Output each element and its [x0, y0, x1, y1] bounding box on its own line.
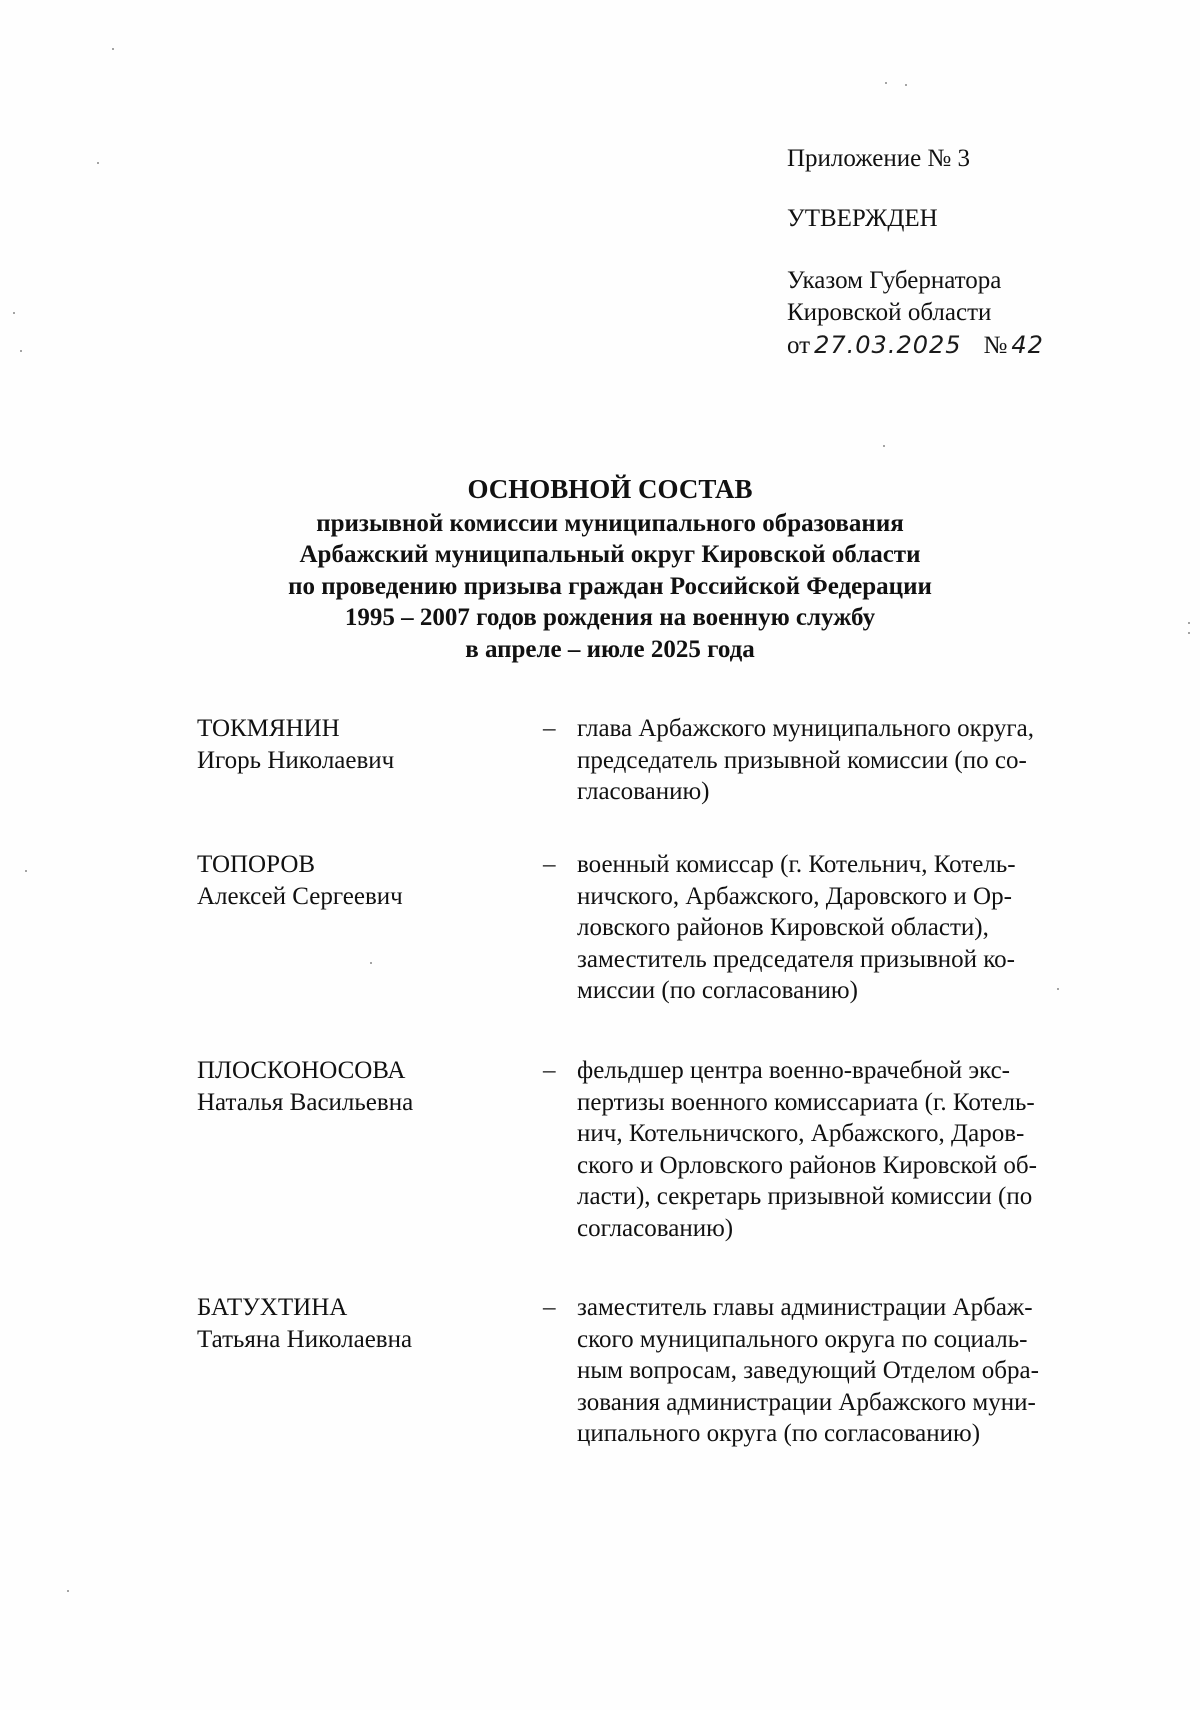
approval-block [787, 143, 1044, 362]
title-line: по проведению призыва граждан Российской Федерации [288, 572, 932, 600]
member-dash: – [543, 1294, 556, 1321]
desc-line: пертизы военного комиссариата (г. Котель- [577, 1088, 1035, 1116]
scan-speck [67, 1590, 69, 1592]
member-surname: ПЛОСКОНОСОВА [197, 1057, 406, 1084]
scan-speck [13, 312, 15, 314]
desc-line: нич, Котельничского, Арбажского, Даров- [577, 1120, 1025, 1147]
desc-line: заместитель председателя призывной ко- [577, 945, 1015, 973]
title-main: ОСНОВНОЙ СОСТАВ [467, 474, 753, 504]
scan-speck [370, 962, 372, 964]
member-dash: – [543, 1057, 556, 1084]
scan-speck [885, 82, 887, 84]
member-given-name: Алексей Сергеевич [197, 882, 403, 910]
member-dash: – [543, 851, 556, 878]
handwritten-date: 27.03.2025 [814, 331, 962, 359]
desc-line: ласти), секретарь призывной комиссии (по [577, 1183, 1033, 1210]
desc-line: зования администрации Арбажского муни- [577, 1388, 1036, 1416]
handwritten-number: 42 [1011, 331, 1044, 359]
appendix-label: Приложение № 3 [787, 145, 971, 172]
desc-line: гласованию) [577, 778, 710, 805]
member-name [197, 849, 527, 912]
desc-line: ципального округа (по согласованию) [577, 1420, 981, 1447]
approved-label: УТВЕРЖДЕН [787, 205, 938, 232]
desc-line: ского и Орловского районов Кировской об- [577, 1151, 1037, 1179]
desc-line: председатель призывной комиссии (по со- [577, 746, 1027, 774]
scan-speck [1057, 988, 1059, 990]
title-line: Арбажский муниципальный округ Кировской области [299, 541, 921, 568]
desc-line: военный комиссар (г. Котельнич, Котель- [577, 851, 1016, 878]
member-description [577, 713, 1105, 808]
desc-line: заместитель главы администрации Арбаж- [577, 1294, 1033, 1321]
decree-date-line [787, 329, 1044, 362]
scan-speck [25, 870, 27, 872]
member-description [577, 1055, 1105, 1244]
member-name [197, 1055, 527, 1118]
member-surname: ТОКМЯНИН [197, 715, 340, 742]
desc-line: ным вопросам, заведующий Отделом обра- [577, 1357, 1039, 1384]
desc-line: ничского, Арбажского, Даровского и Ор- [577, 882, 1012, 910]
decree-line-2: Кировской области [787, 299, 992, 326]
scan-speck [112, 48, 114, 50]
document-title [190, 474, 1030, 665]
scan-speck [97, 162, 99, 164]
member-name [197, 1292, 527, 1355]
scan-speck [883, 445, 885, 447]
desc-line: ловского районов Кировской области), [577, 914, 989, 941]
scan-speck [1188, 632, 1190, 634]
member-dash: – [543, 715, 556, 742]
member-given-name: Игорь Николаевич [197, 746, 395, 774]
title-line: призывной комиссии муниципального образования [316, 509, 904, 537]
member-description [577, 1292, 1105, 1450]
desc-line: ского муниципального округа по социаль- [577, 1325, 1028, 1353]
desc-line: фельдшер центра военно-врачебной экс- [577, 1057, 1011, 1084]
member-given-name: Наталья Васильевна [197, 1088, 414, 1116]
decree-line-1: Указом Губернатора [787, 267, 1002, 294]
title-line: в апреле – июле 2025 года [465, 635, 755, 663]
scan-speck [905, 84, 907, 86]
desc-line: глава Арбажского муниципального округа, [577, 715, 1035, 742]
from-label: от [787, 332, 811, 359]
desc-line: миссии (по согласованию) [577, 977, 858, 1004]
member-surname: БАТУХТИНА [197, 1294, 348, 1321]
number-label: № [983, 332, 1008, 359]
member-name [197, 713, 527, 776]
member-surname: ТОПОРОВ [197, 851, 316, 878]
scan-speck [1188, 622, 1190, 624]
member-given-name: Татьяна Николаевна [197, 1325, 413, 1353]
desc-line: согласованию) [577, 1214, 734, 1242]
title-line: 1995 – 2007 годов рождения на военную службу [344, 604, 876, 631]
scan-speck [20, 350, 22, 352]
member-description [577, 849, 1105, 1007]
